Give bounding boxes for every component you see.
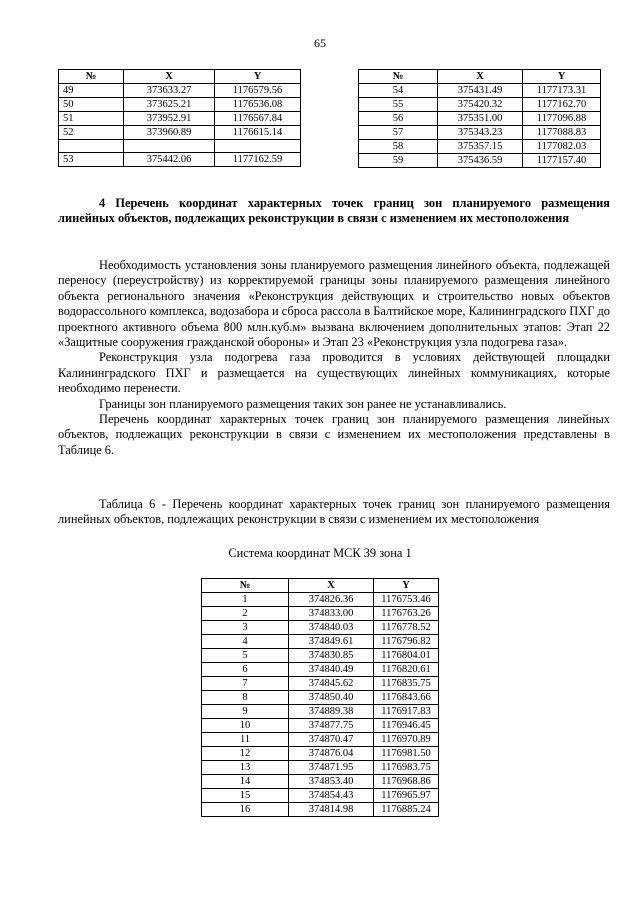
cell-y: 1176843.66: [374, 691, 439, 705]
table-row: [202, 677, 439, 691]
cell-number: 15: [202, 789, 289, 803]
cell-x: 374830.85: [289, 649, 374, 663]
cell-y: 1176579.56: [215, 84, 301, 98]
table-row: [202, 635, 439, 649]
paragraph: Реконструкция узла подогрева газа проводится в условиях действующей площадки Калининградского ПХГ и размещается на существующих линейных коммуникациях, которые необходимо перенести.: [58, 350, 610, 396]
table-row: [202, 733, 439, 747]
cell-number: 6: [202, 663, 289, 677]
cell-number: 53: [59, 153, 124, 167]
table-row: [359, 84, 601, 98]
cell-number: 54: [359, 84, 438, 98]
table-row: [202, 705, 439, 719]
column-header-number: №: [359, 70, 438, 84]
cell-y: 1176968.86: [374, 775, 439, 789]
table-header-row: [59, 70, 301, 84]
table-row: [59, 112, 301, 126]
cell-x: 374870.47: [289, 733, 374, 747]
column-header-y: Y: [374, 579, 439, 593]
body-text: [58, 258, 610, 458]
cell-y: 1176820.61: [374, 663, 439, 677]
cell-number: 52: [59, 126, 124, 140]
cell-y: 1177096.88: [523, 112, 601, 126]
cell-y: 1176965.97: [374, 789, 439, 803]
cell-x: 374826.36: [289, 593, 374, 607]
cell-x: 375442.06: [124, 153, 215, 167]
cell-number: 3: [202, 621, 289, 635]
cell-number: 1: [202, 593, 289, 607]
table-row: [59, 98, 301, 112]
cell-y: 1176567.84: [215, 112, 301, 126]
cell-x: 375436.59: [438, 154, 523, 168]
cell-x: 373633.27: [124, 84, 215, 98]
cell-x: 374849.61: [289, 635, 374, 649]
cell-x: 375357.15: [438, 140, 523, 154]
cell-number: 58: [359, 140, 438, 154]
column-header-number: №: [59, 70, 124, 84]
cell-number: 51: [59, 112, 124, 126]
paragraph: Перечень координат характерных точек границ зон планируемого размещения линейных объектов, подлежащих реконструкции в связи с изменением их местоположения представлены в Таблице 6.: [58, 412, 610, 457]
cell-number: 5: [202, 649, 289, 663]
cell-y: 1176804.01: [374, 649, 439, 663]
cell-number: [59, 140, 124, 153]
cell-y: 1176917.83: [374, 705, 439, 719]
table-6: [201, 578, 439, 817]
table-row: [202, 649, 439, 663]
cell-x: [124, 140, 215, 153]
cell-x: 375351.00: [438, 112, 523, 126]
coordinates-table-right: [358, 69, 601, 168]
cell-y: 1177173.31: [523, 84, 601, 98]
cell-y: 1177157.40: [523, 154, 601, 168]
cell-y: 1176615.14: [215, 126, 301, 140]
table-caption: [58, 497, 610, 528]
cell-x: 374871.95: [289, 761, 374, 775]
table-caption-text: Таблица 6 - Перечень координат характерных точек границ зон планируемого размещения линейных объектов, подлежащих реконструкции в связи с изменением их местоположения: [58, 497, 610, 527]
table-row: [59, 84, 301, 98]
table-row: [202, 607, 439, 621]
table-row: [359, 140, 601, 154]
table-row: [202, 803, 439, 817]
cell-y: 1176983.75: [374, 761, 439, 775]
cell-number: 11: [202, 733, 289, 747]
table-row: [202, 775, 439, 789]
cell-x: 374889.38: [289, 705, 374, 719]
table-row: [359, 126, 601, 140]
cell-y: 1176536.08: [215, 98, 301, 112]
cell-x: 374853.40: [289, 775, 374, 789]
cell-y: 1176778.52: [374, 621, 439, 635]
cell-y: 1176981.50: [374, 747, 439, 761]
cell-number: 10: [202, 719, 289, 733]
cell-x: 374877.75: [289, 719, 374, 733]
table-row: [202, 789, 439, 803]
table-row: [202, 719, 439, 733]
cell-x: 374854.43: [289, 789, 374, 803]
table-row: [59, 140, 301, 153]
table-row: [59, 126, 301, 140]
coordinate-system-label: Система координат МСК 39 зона 1: [228, 546, 412, 560]
table-header-row: [202, 579, 439, 593]
paragraph: Границы зон планируемого размещения таких зон ранее не устанавливались.: [99, 396, 507, 411]
cell-x: 374840.49: [289, 663, 374, 677]
cell-number: 12: [202, 747, 289, 761]
cell-y: 1176763.26: [374, 607, 439, 621]
column-header-x: X: [124, 70, 215, 84]
column-header-x: X: [438, 70, 523, 84]
cell-number: 13: [202, 761, 289, 775]
cell-number: 16: [202, 803, 289, 817]
cell-number: 57: [359, 126, 438, 140]
cell-x: 375431.49: [438, 84, 523, 98]
cell-y: 1177162.59: [215, 153, 301, 167]
table-row: [202, 621, 439, 635]
cell-y: 1176835.75: [374, 677, 439, 691]
section-heading: [58, 196, 610, 227]
cell-number: 14: [202, 775, 289, 789]
cell-x: 374833.00: [289, 607, 374, 621]
cell-number: 50: [59, 98, 124, 112]
column-header-y: Y: [215, 70, 301, 84]
cell-x: 374814.98: [289, 803, 374, 817]
cell-x: 374845.62: [289, 677, 374, 691]
cell-y: 1176796.82: [374, 635, 439, 649]
cell-x: 373952.91: [124, 112, 215, 126]
page-number: 65: [314, 36, 326, 50]
cell-y: 1177088.83: [523, 126, 601, 140]
table-row: [359, 154, 601, 168]
cell-y: 1176970.89: [374, 733, 439, 747]
cell-y: [215, 140, 301, 153]
cell-number: 56: [359, 112, 438, 126]
cell-x: 373960.89: [124, 126, 215, 140]
cell-y: 1176946.45: [374, 719, 439, 733]
column-header-y: Y: [523, 70, 601, 84]
cell-y: 1177082.03: [523, 140, 601, 154]
cell-number: 59: [359, 154, 438, 168]
cell-x: 375343.23: [438, 126, 523, 140]
table-row: [59, 153, 301, 167]
cell-x: 374876.04: [289, 747, 374, 761]
column-header-number: №: [202, 579, 289, 593]
table-row: [202, 761, 439, 775]
cell-number: 2: [202, 607, 289, 621]
table-row: [202, 691, 439, 705]
cell-number: 8: [202, 691, 289, 705]
cell-number: 49: [59, 84, 124, 98]
cell-number: 7: [202, 677, 289, 691]
cell-x: 374840.03: [289, 621, 374, 635]
cell-number: 4: [202, 635, 289, 649]
cell-y: 1176753.46: [374, 593, 439, 607]
cell-y: 1177162.70: [523, 98, 601, 112]
table-row: [359, 112, 601, 126]
table-row: [359, 98, 601, 112]
coordinates-table-left: [58, 69, 301, 167]
table-row: [202, 663, 439, 677]
table-row: [202, 593, 439, 607]
cell-number: 9: [202, 705, 289, 719]
section-heading-text: 4 Перечень координат характерных точек границ зон планируемого размещения линейных объектов, подлежащих реконструкции в связи с изменением их местоположения: [58, 196, 610, 226]
cell-x: 374850.40: [289, 691, 374, 705]
cell-x: 375420.32: [438, 98, 523, 112]
cell-number: 55: [359, 98, 438, 112]
paragraph: Необходимость установления зоны планируемого размещения линейного объекта, подлежащей переносу (переустройству) из корректируемой границы зоны планируемого размещения линейного объекта регионального значения «Реконструкция действующих и строительство новых объектов водорассольного комплекса, водозабора и сброса рассола в Балтийское море, Калининградского ПХГ до проектного активного объема 800 млн.куб.м» вызвана включением дополнительных этапов: Этап 22 «Защитные сооружения гражданской обороны» и Этап 23 «Реконструкция узла подогрева газа».: [58, 258, 610, 350]
table-header-row: [359, 70, 601, 84]
cell-x: 373625.21: [124, 98, 215, 112]
column-header-x: X: [289, 579, 374, 593]
table-row: [202, 747, 439, 761]
cell-y: 1176885.24: [374, 803, 439, 817]
